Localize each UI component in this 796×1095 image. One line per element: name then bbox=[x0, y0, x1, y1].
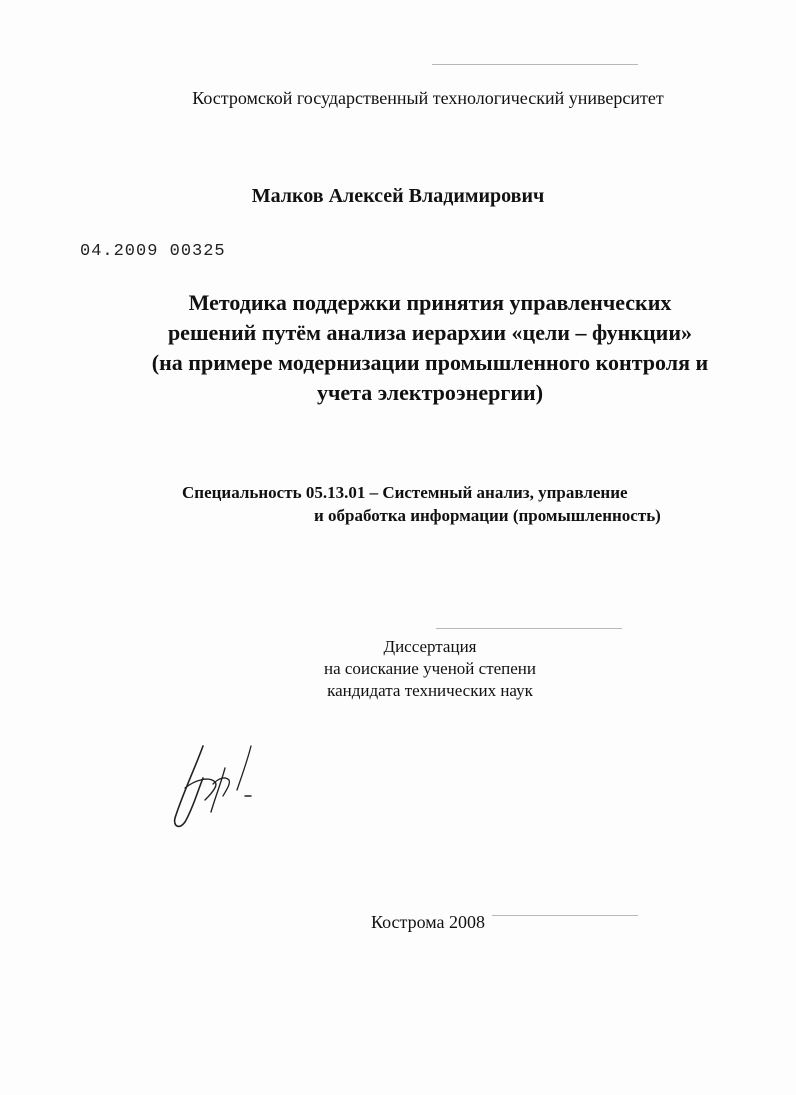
dissertation-info bbox=[32, 636, 796, 702]
scan-artifact-bottom bbox=[492, 915, 638, 916]
dissertation-line-3: кандидата технических наук bbox=[327, 681, 533, 700]
dissertation-line-1: Диссертация bbox=[383, 637, 477, 656]
city-year: Кострома 2008 bbox=[370, 912, 486, 932]
dissertation-title bbox=[32, 288, 796, 408]
dissertation-line-2: на соискание ученой степени bbox=[323, 659, 537, 678]
handwritten-signature bbox=[165, 738, 265, 838]
specialty-line-1: Специальность 05.13.01 – Системный анализ, управление bbox=[182, 483, 628, 502]
title-line-4: учета электроэнергии) bbox=[316, 380, 544, 405]
registration-number: 04.2009 00325 bbox=[80, 242, 226, 261]
scan-artifact-top bbox=[432, 64, 638, 65]
specialty bbox=[182, 481, 661, 527]
university-name: Костромской государственный технологический университет bbox=[192, 88, 664, 108]
specialty-line-2: и обработка информации (промышленность) bbox=[314, 506, 661, 525]
author-name: Малков Алексей Владимирович bbox=[251, 185, 545, 207]
title-line-1: Методика поддержки принятия управленческих bbox=[188, 290, 672, 315]
title-line-2: решений путём анализа иерархии «цели – функции» bbox=[167, 320, 693, 345]
scan-artifact-middle bbox=[436, 628, 622, 629]
title-line-3: (на примере модернизации промышленного контроля и bbox=[151, 350, 709, 375]
